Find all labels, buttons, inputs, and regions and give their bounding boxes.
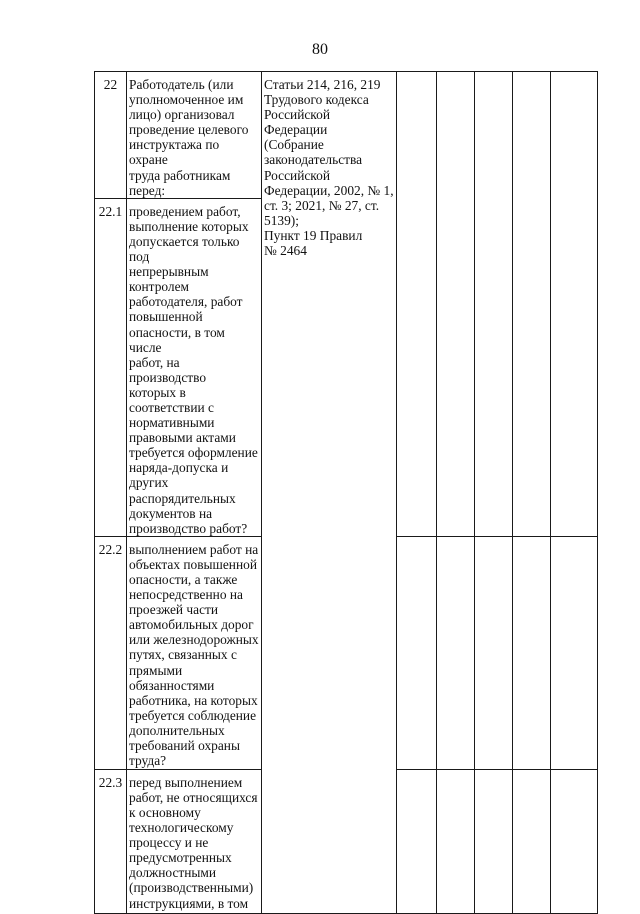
- requirement-text: выполнением работ на объектах повышенной опасности, а также непосредственно на проезжей части автомобильных дорог или железнодорожных путях, связанных с прямыми обязанностями работника, на которых требуется соблюдение дополнительных требований охраны труда?: [127, 536, 262, 769]
- requirement-text: перед выполнением работ, не относящихся к основному технологическому процессу и не предусмотренных должностными (производственными) инструкциями, в том: [127, 769, 262, 913]
- answer-cell-extra: [513, 536, 551, 769]
- answer-cell-na: [475, 72, 513, 537]
- answer-cell-na: [475, 769, 513, 913]
- answer-cell-no: [437, 72, 475, 537]
- checklist-table: [94, 71, 598, 914]
- answer-cell-no: [437, 536, 475, 769]
- item-number: 22.1: [95, 198, 127, 536]
- notes-cell: [551, 72, 598, 537]
- requirement-text: проведением работ, выполнение которых допускается только под непрерывным контролем работодателя, работ повышенной опасности, в том числе работ, на производство которых в соответствии с нормативными правовыми актами требуется оформление наряда-допуска и других распорядительных документов на производство работ?: [127, 198, 262, 536]
- requirement-text: Работодатель (или уполномоченное им лицо) организовал проведение целевого инструктажа по охране труда работникам перед:: [127, 72, 262, 199]
- answer-cell-extra: [513, 72, 551, 537]
- answer-cell-yes: [397, 536, 437, 769]
- answer-cell-yes: [397, 769, 437, 913]
- answer-cell-no: [437, 769, 475, 913]
- answer-cell-extra: [513, 769, 551, 913]
- item-number: 22.3: [95, 769, 127, 913]
- answer-cell-na: [475, 536, 513, 769]
- answer-cell-yes: [397, 72, 437, 537]
- table-row: [95, 72, 598, 199]
- notes-cell: [551, 536, 598, 769]
- legal-reference: Статьи 214, 216, 219 Трудового кодекса Российской Федерации (Собрание законодательства Российской Федерации, 2002, № 1, ст. 3; 2021, № 27, ст. 5139); Пункт 19 Правил № 2464: [262, 72, 397, 914]
- notes-cell: [551, 769, 598, 913]
- item-number: 22: [95, 72, 127, 199]
- page-number: 80: [312, 41, 328, 58]
- item-number: 22.2: [95, 536, 127, 769]
